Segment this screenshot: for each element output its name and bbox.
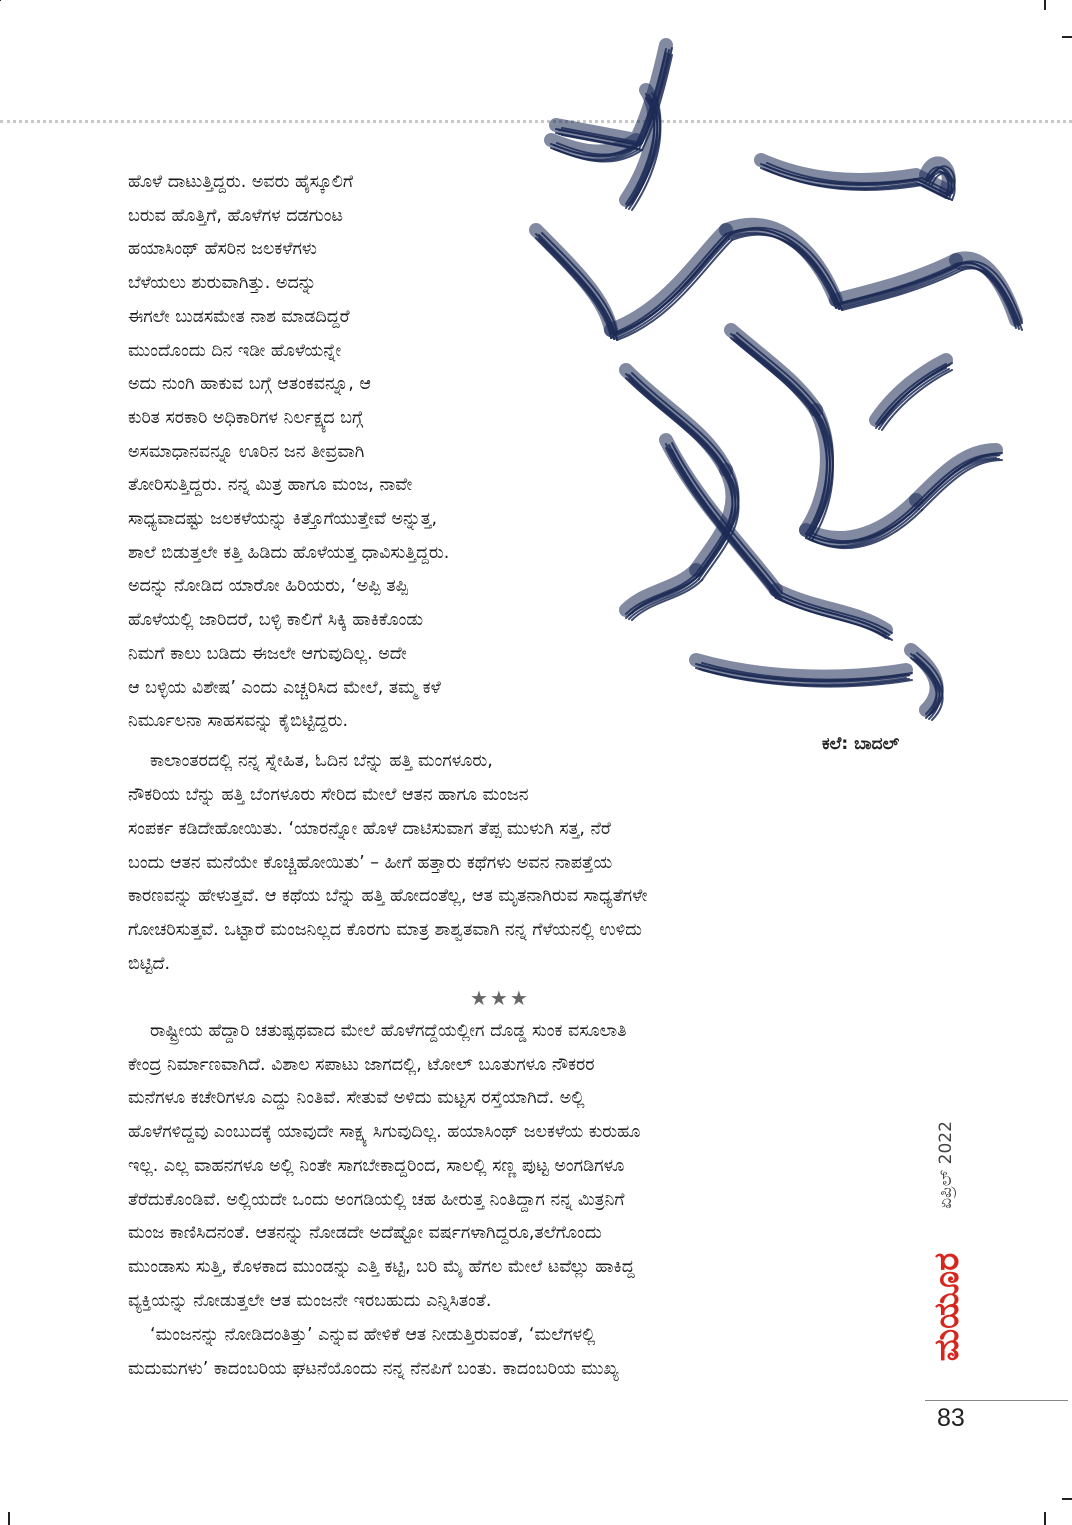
text-line: ಕುರಿತ ಸರಕಾರಿ ಅಧಿಕಾರಿಗಳ ನಿರ್ಲಕ್ಷ್ಯದ ಬಗ್ಗೆ: [128, 407, 364, 428]
text-line: ಸಾಧ್ಯವಾದಷ್ಟು ಜಲಕಳೆಯನ್ನು ಕಿತ್ತೊಗೆಯುತ್ತೇವೆ ಅನ್ನುತ್ತ,: [128, 509, 438, 530]
crop-mark-top-right: [1044, 0, 1046, 10]
text-line: ರಾಷ್ಟ್ರೀಯ ಹೆದ್ದಾರಿ ಚತುಷ್ಪಥವಾದ ಮೇಲೆ ಹೊಳೆಗದ್ದೆಯಲ್ಲೀಗ ದೊಡ್ಡ ಸುಂಕ ವಸೂಲಾತಿ: [150, 1021, 627, 1041]
crop-mark-right-lower: [1062, 1498, 1072, 1500]
text-line: ಮದುಮಗಳು’ ಕಾದಂಬರಿಯ ಘಟನೆಯೊಂದು ನನ್ನ ನೆನಪಿಗೆ ಬಂತು. ಕಾದಂಬರಿಯ ಮುಖ್ಯ: [128, 1358, 619, 1379]
text-line: ಮುಂಡಾಸು ಸುತ್ತಿ, ಕೊಳಕಾದ ಮುಂಡನ್ನು ಎತ್ತಿ ಕಟ್ಟಿ, ಬರಿ ಮೈ ಹೆಗಲ ಮೇಲೆ ಟವೆಲ್ಲು ಹಾಕಿದ್ದ: [128, 1256, 635, 1277]
page-number: 83: [937, 1404, 965, 1432]
text-line: ಬೆಳೆಯಲು ಶುರುವಾಗಿತ್ತು. ಅದನ್ನು: [128, 273, 317, 294]
scribble-stroke: [731, 338, 816, 418]
paragraph-2-lead: [128, 745, 728, 812]
text-line: ಹೊಳೆ ದಾಟುತ್ತಿದ್ದರು. ಅವರು ಹೈಸ್ಕೂಲಿಗೆ: [128, 172, 354, 192]
text-line: ಸಂಪರ್ಕ ಕಡಿದೇಹೋಯಿತು. ‘ಯಾರನ್ನೋ ಹೊಳೆ ದಾಟಿಸುವಾಗ ತೆಪ್ಪ ಮುಳುಗಿ ಸತ್ತ, ನೆರೆ: [128, 819, 611, 839]
text-line: ಅದನ್ನು ನೋಡಿದ ಯಾರೋ ಹಿರಿಯರು, ‘ಅಪ್ಪಿ ತಪ್ಪಿ: [128, 576, 409, 597]
text-line: ವ್ಯಕ್ತಿಯನ್ನು ನೋಡುತ್ತಲೇ ಆತ ಮಂಜನೇ ಇರಬಹುದು ಎನ್ನಿಸಿತಂತೆ.: [128, 1290, 492, 1311]
paragraph-3: [128, 1015, 912, 1318]
text-line: ನೌಕರಿಯ ಬೆನ್ನು ಹತ್ತಿ ಬೆಂಗಳೂರು ಸೇರಿದ ಮೇಲೆ ಆತನ ಹಾಗೂ ಮಂಜನ: [128, 784, 529, 805]
text-line: ಗೋಚರಿಸುತ್ತವೆ. ಒಟ್ಟಾರೆ ಮಂಜನಿಲ್ಲದ ಕೊರಗು ಮಾತ್ರ ಶಾಶ್ವತವಾಗಿ ನನ್ನ ಗೆಳೆಯನಲ್ಲಿ ಉಳಿದು: [128, 920, 642, 941]
scribble-stroke: [696, 660, 906, 677]
text-line: ನಿಮಗೆ ಕಾಲು ಬಡಿದು ಈಜಲೇ ಆಗುವುದಿಲ್ಲ. ಅದೇ: [128, 643, 407, 664]
crop-mark-top-left: [0, 0, 1, 1]
issue-date-text: ಏಪ್ರಿಲ್ 2022: [936, 1121, 956, 1209]
text-line: ಅಸಮಾಧಾನವನ್ನೂ ಊರಿನ ಜನ ತೀವ್ರವಾಗಿ: [128, 441, 365, 462]
text-line: ಈಗಲೇ ಬುಡಸಮೇತ ನಾಶ ಮಾಡದಿದ್ದರೆ: [128, 306, 350, 327]
text-line: ಕಾಲಾಂತರದಲ್ಲಿ ನನ್ನ ಸ್ನೇಹಿತ, ಓದಿನ ಬೆನ್ನು ಹತ್ತಿ ಮಂಗಳೂರು,: [150, 751, 493, 771]
text-line: ಬರುವ ಹೊತ್ತಿಗೆ, ಹೊಳೆಗಳ ದಡಗುಂಟ: [128, 205, 343, 226]
magazine-logo-text: ಮಯೂರ: [927, 1252, 967, 1362]
text-line: ಶಾಲೆ ಬಿಡುತ್ತಲೇ ಕತ್ತಿ ಹಿಡಿದು ಹೊಳೆಯತ್ತ ಧಾವಿಸುತ್ತಿದ್ದರು.: [128, 542, 450, 563]
text-line: ಬಂದು ಆತನ ಮನೆಯೇ ಕೊಚ್ಚಿಹೋಯಿತು’ – ಹೀಗೆ ಹತ್ತಾರು ಕಥೆಗಳು ಅವನ ನಾಪತ್ತೆಯ: [128, 852, 613, 873]
text-line: ನಿರ್ಮೂಲನಾ ಸಾಹಸವನ್ನು ಕೈಬಿಟ್ಟಿದ್ದರು.: [128, 711, 349, 732]
text-line: ಹಯಾಸಿಂಥ್ ಹೆಸರಿನ ಜಲಕಳೆಗಳು: [128, 239, 317, 260]
text-line: ‘ಮಂಜನನ್ನು ನೋಡಿದಂತಿತ್ತು’ ಎನ್ನುವ ಹೇಳಿಕೆ ಆತ ನೀಡುತ್ತಿರುವಂತೆ, ‘ಮಲೆಗಳಲ್ಲಿ: [150, 1325, 596, 1345]
paragraph-1: [128, 166, 616, 739]
crop-mark-right-upper: [1062, 36, 1072, 38]
text-line: ತೋರಿಸುತ್ತಿದ್ದರು. ನನ್ನ ಮಿತ್ರ ಹಾಗೂ ಮಂಜ, ನಾವೇ: [128, 475, 413, 496]
scribble-stroke: [611, 230, 726, 330]
text-line: ಹೊಳೆಯಲ್ಲಿ ಜಾರಿದರೆ, ಬಳ್ಳಿ ಕಾಲಿಗೆ ಸಿಕ್ಕಿ ಹಾಕಿಕೊಂಡು: [128, 610, 424, 631]
text-line: ತೆರೆದುಕೊಂಡಿವೆ. ಅಲ್ಲಿಯದೇ ಒಂದು ಅಂಗಡಿಯಲ್ಲಿ ಚಹ ಹೀರುತ್ತ ನಿಂತಿದ್ದಾಗ ನನ್ನ ಮಿತ್ರನಿಗೆ: [128, 1189, 625, 1210]
text-line: ಮುಂದೊಂದು ದಿನ ಇಡೀ ಹೊಳೆಯನ್ನೇ: [128, 340, 342, 361]
text-line: ಇಲ್ಲ. ಎಲ್ಲ ವಾಹನಗಳೂ ಅಲ್ಲಿ ನಿಂತೇ ಸಾಗಬೇಕಾದ್ದರಿಂದ, ಸಾಲಲ್ಲಿ ಸಣ್ಣ ಪುಟ್ಟ ಅಂಗಡಿಗಳೂ: [128, 1155, 625, 1176]
paragraph-4: [128, 1319, 912, 1386]
text-line: ಕಾರಣವನ್ನು ಹೇಳುತ್ತವೆ. ಆ ಕಥೆಯ ಬೆನ್ನು ಹತ್ತಿ ಹೋದಂತೆಲ್ಲ, ಆತ ಮೃತನಾಗಿರುವ ಸಾಧ್ಯತೆಗಳೇ: [128, 886, 648, 907]
issue-date: [931, 1110, 961, 1220]
section-separator: ★★★: [470, 986, 530, 1010]
text-line: ಮನೆಗಳೂ ಕಚೇರಿಗಳೂ ಎದ್ದು ನಿಂತಿವೆ. ಸೇತುವೆ ಅಳಿದು ಮಟ್ಟಸ ರಸ್ತೆಯಾಗಿದೆ. ಅಲ್ಲಿ: [128, 1088, 585, 1109]
illustration-caption: ಕಲೆ: ಬಾದಲ್: [822, 734, 900, 754]
paragraph-2: [128, 813, 912, 982]
magazine-logo: [927, 1222, 967, 1392]
text-line: ಅದು ನುಂಗಿ ಹಾಕುವ ಬಗ್ಗೆ ಆತಂಕವನ್ನೂ, ಆ: [128, 374, 371, 395]
text-line: ಬಿಟ್ಟಿದೆ.: [128, 953, 171, 974]
crop-mark-bottom-right: [1044, 1512, 1046, 1525]
text-line: ಆ ಬಳ್ಳಿಯ ವಿಶೇಷ’ ಎಂದು ಎಚ್ಚರಿಸಿದ ಮೇಲೆ, ತಮ್ಮ ಕಳೆ: [128, 677, 441, 698]
folio-rule: [925, 1400, 1068, 1401]
text-line: ಕೇಂದ್ರ ನಿರ್ಮಾಣವಾಗಿದೆ. ವಿಶಾಲ ಸಪಾಟು ಜಾಗದಲ್ಲಿ, ಟೋಲ್ ಬೂತುಗಳೂ ನೌಕರರ: [128, 1054, 595, 1075]
text-line: ಮಂಜ ಕಾಣಿಸಿದನಂತೆ. ಆತನನ್ನು ನೋಡದೇ ಅದೆಷ್ಟೋ ವರ್ಷಗಳಾಗಿದ್ದರೂ,ತಲೆಗೊಂದು: [128, 1223, 602, 1244]
text-line: ಹೊಳೆಗಳಿದ್ದವು ಎಂಬುದಕ್ಕೆ ಯಾವುದೇ ಸಾಕ್ಷ್ಯ ಸಿಗುವುದಿಲ್ಲ. ಹಯಾಸಿಂಥ್ ಜಲಕಳೆಯ ಕುರುಹೂ: [128, 1122, 641, 1143]
crop-mark-bottom-left: [8, 1512, 10, 1525]
